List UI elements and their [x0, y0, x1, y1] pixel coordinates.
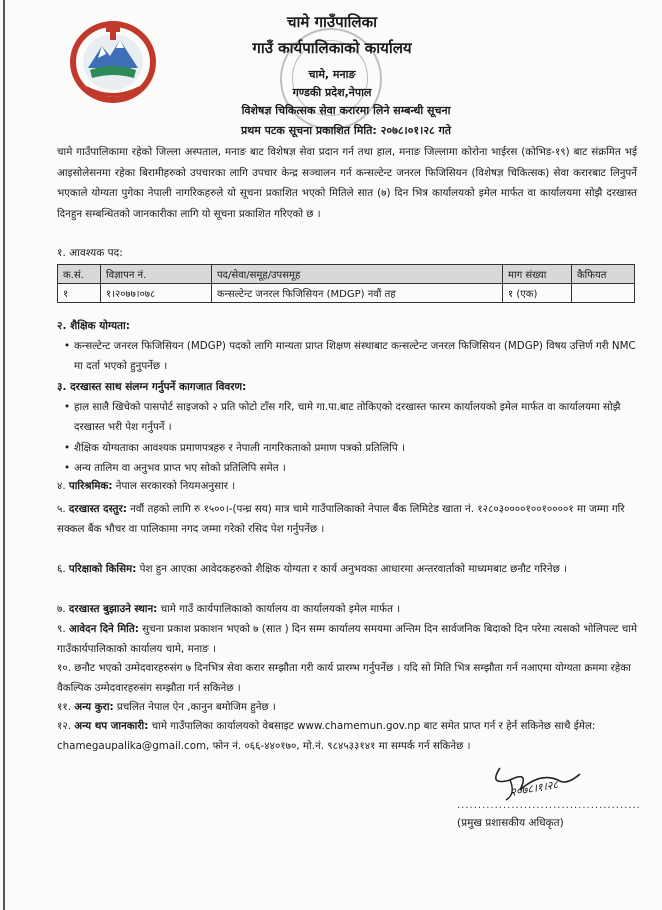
item-number: ५.: [57, 503, 69, 515]
item-selection: [57, 659, 639, 698]
item-application-date: [57, 620, 639, 659]
table-header: विज्ञापन नं.: [101, 265, 212, 284]
item-text: छनौट भएको उम्मेदवारहरुसंग ७ दिनभित्र सेवा करार सम्झौता गरी कार्य प्रारम्भ गर्नुपर्नेछ । यदि सो मिति भित्र सम्झौता गर्न नआएमा योग्यता क्रममा रहेका वैकल्पिक उम्मेदवारहरुसंग सम्झौता गर्न सकिनेछ ।: [57, 662, 631, 694]
signature-title: (प्रमुख प्रशासकीय अधिकृत): [457, 817, 564, 829]
education-bullet: [64, 336, 639, 376]
item-application-fee: [57, 500, 639, 539]
item-text: नेपाल सरकारको नियमअनुसार ।: [112, 480, 236, 492]
item-number: ११.: [57, 701, 75, 713]
item-more-info: [57, 717, 639, 756]
section-documents: ३. दरखास्त साथ संलग्न गर्नुपर्ने कागजात विवरण:: [57, 381, 247, 393]
table-header: माग संख्या: [503, 265, 572, 284]
table-header: क.सं.: [58, 265, 101, 284]
notice-published-date: प्रथम पटक सूचना प्रकाशित मिति: २०७८।०१।२८ गते: [240, 124, 452, 137]
table-header-row: [58, 265, 635, 284]
office-location: चामे, मनाङ: [308, 68, 356, 81]
signature-date: २०७८।१।२८: [509, 777, 560, 800]
item-label: अन्य कुरा:: [74, 701, 114, 713]
item-label: दरखास्त दस्तुर:: [68, 503, 127, 515]
notice-title: विशेषज्ञ चिकित्सक सेवा करारमा लिने सम्बन्धी सूचना: [241, 104, 451, 117]
section-required-post: १. आवश्यक पद:: [57, 247, 123, 259]
bullet-text: हाल सालै खिचेको पासपोर्ट साइजको २ प्रति फोटो टाँस गरि, चामे गा.पा.बाट तोकिएको दरखास्त फारम कार्यालयको इमेल मार्फत वा कार्यालयमा सोझै दरखास्त भरी पेश गर्नुपर्ने ।: [74, 401, 621, 433]
item-number: ६.: [57, 563, 69, 575]
item-text: चामे गाउँ कार्यपालिकाको कार्यालय वा कार्यालयको इमेल मार्फत ।: [157, 603, 401, 615]
item-number: १२.: [57, 720, 75, 732]
table-header: कैफियत: [572, 265, 635, 284]
section-education: २. शैक्षिक योग्यता:: [57, 320, 130, 332]
item-number: १०.: [57, 662, 75, 674]
item-text: नवौं तहको लागि रु १५००।-(पन्ध्र सय) मात्र चामे गाउँपालिकाको नेपाल बैंक लिमिटेड खाता नं. १२८०३००००१००१००००१ मा जम्मा गरि सक्कल बैंक भौचर वा पालिकामा नगद जम्मा गरेको रसिद पेश गर्नुपर्नेछ ।: [57, 503, 625, 535]
documents-bullet: [64, 438, 639, 458]
table-cell: कन्सल्टेन्ट जनरल फिजिसियन (MDGP) नवौं तह: [212, 284, 503, 303]
item-text: सुचना प्रकाश प्रकाशन भएको ७ (सात ) दिन सम्म कार्यालय समयमा अन्तिम दिन सार्वजनिक बिदाको दिन परेमा त्यसको भोलिपल्ट चामे गाउँकार्यपालिकाको कार्यालय चामे, मनाङ ।: [57, 623, 638, 655]
item-submission-place: [57, 600, 639, 620]
bullet-icon: •: [64, 442, 71, 454]
bullet-icon: •: [64, 340, 71, 352]
item-label: आवेदन दिने मिति:: [68, 623, 139, 635]
table-row: [58, 284, 635, 303]
office-province: गण्डकी प्रदेश,नेपाल: [292, 86, 372, 99]
item-label: दरखास्त बुझाउने स्थान:: [68, 603, 158, 615]
bullet-text: शैक्षिक योग्यताका आवश्यक प्रमाणपत्रहरु र नेपाली नागरिकताको प्रमाण पत्रको प्रतिलिपि ।: [74, 442, 405, 454]
item-number: ७.: [57, 603, 69, 615]
bullet-icon: •: [64, 401, 71, 413]
item-remuneration: [57, 477, 639, 497]
signature-line: ............................................: [457, 800, 641, 811]
bullet-text: अन्य तालिम वा अनुभव प्राप्त भए सोको प्रतिलिपि समेत ।: [74, 462, 286, 474]
bullet-text: कन्सल्टेन्ट जनरल फिजिसियन (MDGP) पदको लागि मान्यता प्राप्त शिक्षण संस्थाबाट कन्सल्टेन्ट जनरल फिजिसियन (MDGP) विषय उत्तिर्ण गरी NMC मा दर्ता भएको हुनुपर्नेछ ।: [74, 340, 636, 372]
requirement-table: [57, 264, 635, 303]
item-text: चामे गाउँपालिका कार्यालयको वेबसाइट www.chamemun.gov.np बाट समेत प्राप्त गर्न र हेर्न सकिनेछ साथै ईमेल: chamegaupalika@gmail.com, फोन नं. ०६६-४४०१७०, मो.नं. ९८४५३३१४१ मा सम्पर्क गर्न सकिनेछ ।: [57, 720, 596, 752]
item-label: पारिश्रमिक:: [68, 480, 113, 492]
item-text: पेश हुन आएका आवेदकहरुको शैक्षिक योग्यता र कार्य अनुभवका आधारमा अन्तरवार्ताको माध्यमबाट छनौट गरिनेछ ।: [136, 563, 567, 575]
item-other: [57, 698, 639, 718]
item-label: अन्य थप जानकारी:: [74, 720, 149, 732]
notice-intro: चामे गाउँपालिकामा रहेको जिल्ला अस्पताल, मनाङ बाट विशेषज्ञ सेवा प्रदान गर्न तथा हाल, मनाङ जिल्लामा कोरोना भाईरस (कोभिड-१९) बाट संक्रमित भई आइसोलेसनमा रहेका बिरामीहरुको उपचारका लागि उपचार केन्द्र सञ्चालन गर्न कन्सल्टेन्ट जनरल फिजिसियन (विशेषज्ञ चिकित्सक) सेवा करारबाट लिनुपर्ने भएकाले योग्यता पुगेका नेपाली नागरिकहरुले यो सूचना प्रकाशित भएको मितिले सात (७) दिन भित्र कार्यालयको इमेल मार्फत वा कार्यालयमा सोझै दरखास्त दिनहुन सम्बन्धितको जानकारीका लागि यो सूचना प्रकाशित गरिएको छ ।: [57, 146, 637, 220]
bullet-icon: •: [64, 462, 71, 474]
office-title: गाउँ कार्यपालिकाको कार्यालय: [252, 39, 412, 57]
table-header: पद/सेवा/समूह/उपसमूह: [212, 265, 503, 284]
documents-bullet: [64, 458, 639, 478]
item-text: प्रचलित नेपाल ऐन ,कानुन बमोजिम हुनेछ ।: [113, 701, 276, 713]
office-name: चामे गाउँपालिका: [286, 13, 378, 31]
item-number: ९.: [57, 623, 69, 635]
table-cell: १।२०७७।०७८: [101, 284, 212, 303]
table-cell: १ (एक): [503, 284, 572, 303]
nepal-emblem-icon: [68, 18, 158, 104]
documents-bullet: [64, 397, 639, 437]
table-cell: [572, 284, 635, 303]
item-exam-type: [57, 560, 639, 580]
table-cell: १: [58, 284, 101, 303]
item-number: ४.: [57, 480, 69, 492]
item-label: परिक्षाको किसिम:: [68, 563, 137, 575]
